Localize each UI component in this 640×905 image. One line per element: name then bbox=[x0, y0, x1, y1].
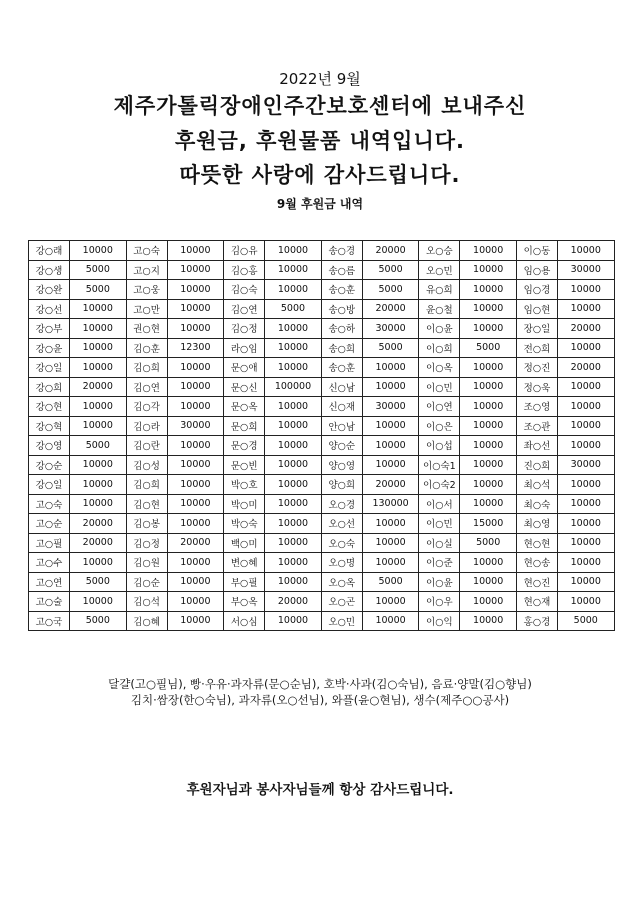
donor-name-cell: 오○민 bbox=[419, 260, 460, 280]
donation-amount-cell: 10000 bbox=[557, 514, 614, 534]
donation-amount-cell: 10000 bbox=[265, 241, 322, 261]
donation-amount-cell: 20000 bbox=[70, 377, 127, 397]
donor-name-cell: 이○윤 bbox=[419, 319, 460, 339]
donor-name-cell: 강○윤 bbox=[29, 338, 70, 358]
donor-name-cell: 고○국 bbox=[29, 611, 70, 631]
donation-amount-cell: 10000 bbox=[460, 377, 517, 397]
donor-name-cell: 강○완 bbox=[29, 280, 70, 300]
donor-name-cell: 장○일 bbox=[516, 319, 557, 339]
donation-amount-cell: 10000 bbox=[557, 475, 614, 495]
donor-name-cell: 양○영 bbox=[321, 455, 362, 475]
donor-name-cell: 오○숙 bbox=[321, 533, 362, 553]
donation-amount-cell: 10000 bbox=[557, 553, 614, 573]
donor-name-cell: 라○임 bbox=[224, 338, 265, 358]
donation-amount-cell: 20000 bbox=[265, 592, 322, 612]
donor-name-cell: 고○지 bbox=[126, 260, 167, 280]
donor-name-cell: 강○혁 bbox=[29, 416, 70, 436]
donation-amount-cell: 10000 bbox=[265, 514, 322, 534]
donor-name-cell: 김○현 bbox=[126, 494, 167, 514]
donor-name-cell: 김○순 bbox=[126, 572, 167, 592]
donation-amount-cell: 10000 bbox=[167, 436, 224, 456]
donor-name-cell: 이○익 bbox=[419, 611, 460, 631]
donor-name-cell: 문○애 bbox=[224, 358, 265, 378]
donation-amount-cell: 20000 bbox=[167, 533, 224, 553]
donation-amount-cell: 10000 bbox=[460, 494, 517, 514]
donor-name-cell: 김○란 bbox=[126, 436, 167, 456]
donation-amount-cell: 10000 bbox=[70, 494, 127, 514]
donation-amount-cell: 20000 bbox=[362, 475, 419, 495]
donor-name-cell: 고○웅 bbox=[126, 280, 167, 300]
donation-amount-cell: 10000 bbox=[167, 611, 224, 631]
donor-name-cell: 임○현 bbox=[516, 299, 557, 319]
donation-amount-cell: 20000 bbox=[557, 319, 614, 339]
donor-name-cell: 신○남 bbox=[321, 377, 362, 397]
donation-amount-cell: 10000 bbox=[460, 455, 517, 475]
donor-name-cell: 임○용 bbox=[516, 260, 557, 280]
donor-name-cell: 김○원 bbox=[126, 553, 167, 573]
table-row bbox=[29, 299, 615, 319]
donation-amount-cell: 10000 bbox=[557, 416, 614, 436]
donation-amount-cell: 10000 bbox=[70, 241, 127, 261]
donor-name-cell: 현○송 bbox=[516, 553, 557, 573]
donated-goods-line-1: 달걀(고○필님), 빵·우유·과자류(문○순님), 호박·사과(김○숙님), 음료·양말(김○향님) bbox=[108, 677, 532, 691]
donation-amount-cell: 10000 bbox=[167, 299, 224, 319]
title-line-2: 후원금, 후원물품 내역입니다. bbox=[174, 129, 465, 153]
donation-table bbox=[28, 240, 615, 631]
donation-amount-cell: 12300 bbox=[167, 338, 224, 358]
donation-amount-cell: 20000 bbox=[70, 533, 127, 553]
donor-name-cell: 오○경 bbox=[321, 494, 362, 514]
donor-name-cell: 백○미 bbox=[224, 533, 265, 553]
donation-amount-cell: 10000 bbox=[265, 494, 322, 514]
donation-amount-cell: 10000 bbox=[167, 319, 224, 339]
donation-amount-cell: 10000 bbox=[362, 436, 419, 456]
donor-name-cell: 이○연 bbox=[419, 397, 460, 417]
donation-amount-cell: 5000 bbox=[265, 299, 322, 319]
donor-name-cell: 김○희 bbox=[126, 475, 167, 495]
donor-name-cell: 김○석 bbox=[126, 592, 167, 612]
donation-amount-cell: 30000 bbox=[557, 455, 614, 475]
donor-name-cell: 문○옥 bbox=[224, 397, 265, 417]
donation-amount-cell: 10000 bbox=[265, 358, 322, 378]
donation-amount-cell: 10000 bbox=[70, 397, 127, 417]
donation-amount-cell: 10000 bbox=[167, 280, 224, 300]
donation-amount-cell: 10000 bbox=[460, 475, 517, 495]
donor-name-cell: 강○현 bbox=[29, 397, 70, 417]
donation-amount-cell: 10000 bbox=[265, 260, 322, 280]
donor-name-cell: 문○희 bbox=[224, 416, 265, 436]
donor-name-cell: 이○실 bbox=[419, 533, 460, 553]
donation-amount-cell: 10000 bbox=[167, 241, 224, 261]
donor-name-cell: 강○생 bbox=[29, 260, 70, 280]
donor-name-cell: 이○동 bbox=[516, 241, 557, 261]
donation-amount-cell: 10000 bbox=[362, 514, 419, 534]
donation-amount-cell: 10000 bbox=[167, 514, 224, 534]
donation-amount-cell: 10000 bbox=[265, 533, 322, 553]
donor-name-cell: 이○서 bbox=[419, 494, 460, 514]
donor-name-cell: 이○윤 bbox=[419, 572, 460, 592]
donation-amount-cell: 10000 bbox=[70, 319, 127, 339]
donation-amount-cell: 10000 bbox=[167, 494, 224, 514]
donation-amount-cell: 10000 bbox=[362, 358, 419, 378]
donor-name-cell: 오○민 bbox=[321, 611, 362, 631]
donation-amount-cell: 10000 bbox=[557, 436, 614, 456]
donation-amount-cell: 10000 bbox=[265, 319, 322, 339]
donation-amount-cell: 10000 bbox=[460, 299, 517, 319]
donor-name-cell: 조○관 bbox=[516, 416, 557, 436]
donation-amount-cell: 20000 bbox=[362, 241, 419, 261]
donor-name-cell: 이○숙1 bbox=[419, 455, 460, 475]
table-row bbox=[29, 514, 615, 534]
donation-amount-cell: 10000 bbox=[362, 377, 419, 397]
donation-amount-cell: 10000 bbox=[557, 338, 614, 358]
donation-amount-cell: 10000 bbox=[265, 572, 322, 592]
donation-amount-cell: 5000 bbox=[362, 572, 419, 592]
donation-amount-cell: 10000 bbox=[167, 592, 224, 612]
donation-amount-cell: 10000 bbox=[167, 553, 224, 573]
donation-amount-cell: 5000 bbox=[460, 338, 517, 358]
donor-name-cell: 박○미 bbox=[224, 494, 265, 514]
donor-name-cell: 송○름 bbox=[321, 260, 362, 280]
donation-amount-cell: 100000 bbox=[265, 377, 322, 397]
donor-name-cell: 강○영 bbox=[29, 436, 70, 456]
donor-name-cell: 부○필 bbox=[224, 572, 265, 592]
donation-amount-cell: 10000 bbox=[557, 572, 614, 592]
donor-name-cell: 김○유 bbox=[224, 241, 265, 261]
donor-name-cell: 안○남 bbox=[321, 416, 362, 436]
donation-amount-cell: 10000 bbox=[362, 533, 419, 553]
donation-amount-cell: 10000 bbox=[460, 358, 517, 378]
donor-name-cell: 이○우 bbox=[419, 592, 460, 612]
donor-name-cell: 현○재 bbox=[516, 592, 557, 612]
donor-name-cell: 문○빈 bbox=[224, 455, 265, 475]
donation-amount-cell: 10000 bbox=[362, 553, 419, 573]
donated-goods bbox=[0, 676, 640, 708]
donor-name-cell: 유○희 bbox=[419, 280, 460, 300]
thanks-message: 후원자님과 봉사자님들께 항상 감사드립니다. bbox=[186, 782, 454, 798]
donor-name-cell: 양○순 bbox=[321, 436, 362, 456]
donation-amount-cell: 10000 bbox=[265, 338, 322, 358]
donation-amount-cell: 10000 bbox=[70, 338, 127, 358]
donor-name-cell: 송○훈 bbox=[321, 280, 362, 300]
donor-name-cell: 전○희 bbox=[516, 338, 557, 358]
donor-name-cell: 송○희 bbox=[321, 338, 362, 358]
donation-amount-cell: 10000 bbox=[167, 475, 224, 495]
donor-name-cell: 김○성 bbox=[126, 455, 167, 475]
donor-name-cell: 고○연 bbox=[29, 572, 70, 592]
table-row bbox=[29, 611, 615, 631]
donation-amount-cell: 10000 bbox=[167, 377, 224, 397]
donor-name-cell: 오○명 bbox=[321, 553, 362, 573]
donor-name-cell: 고○수 bbox=[29, 553, 70, 573]
donor-name-cell: 오○곤 bbox=[321, 592, 362, 612]
donor-name-cell: 송○경 bbox=[321, 241, 362, 261]
donor-name-cell: 권○현 bbox=[126, 319, 167, 339]
donation-amount-cell: 10000 bbox=[167, 572, 224, 592]
donor-name-cell: 이○은 bbox=[419, 416, 460, 436]
donation-amount-cell: 30000 bbox=[362, 397, 419, 417]
donor-name-cell: 부○옥 bbox=[224, 592, 265, 612]
donor-name-cell: 진○희 bbox=[516, 455, 557, 475]
donation-amount-cell: 10000 bbox=[167, 260, 224, 280]
donation-amount-cell: 5000 bbox=[70, 572, 127, 592]
donation-amount-cell: 10000 bbox=[460, 241, 517, 261]
donor-name-cell: 이○준 bbox=[419, 553, 460, 573]
donation-amount-cell: 10000 bbox=[70, 592, 127, 612]
donor-name-cell: 고○순 bbox=[29, 514, 70, 534]
donor-name-cell: 이○희 bbox=[419, 338, 460, 358]
table-row bbox=[29, 280, 615, 300]
table-row bbox=[29, 377, 615, 397]
donation-amount-cell: 10000 bbox=[167, 358, 224, 378]
donation-amount-cell: 10000 bbox=[557, 280, 614, 300]
donor-name-cell: 이○민 bbox=[419, 377, 460, 397]
donor-name-cell: 김○연 bbox=[126, 377, 167, 397]
table-row bbox=[29, 241, 615, 261]
donor-name-cell: 고○필 bbox=[29, 533, 70, 553]
donation-amount-cell: 10000 bbox=[460, 611, 517, 631]
donation-amount-cell: 10000 bbox=[460, 592, 517, 612]
donation-amount-cell: 130000 bbox=[362, 494, 419, 514]
report-date: 2022년 9월 bbox=[279, 70, 361, 88]
donor-name-cell: 김○정 bbox=[126, 533, 167, 553]
donation-amount-cell: 30000 bbox=[167, 416, 224, 436]
donation-amount-cell: 10000 bbox=[557, 494, 614, 514]
donation-amount-cell: 5000 bbox=[70, 611, 127, 631]
donation-amount-cell: 10000 bbox=[70, 416, 127, 436]
table-row bbox=[29, 416, 615, 436]
donor-name-cell: 송○방 bbox=[321, 299, 362, 319]
donation-amount-cell: 10000 bbox=[460, 572, 517, 592]
table-row bbox=[29, 572, 615, 592]
donation-amount-cell: 5000 bbox=[362, 338, 419, 358]
donation-amount-cell: 10000 bbox=[362, 416, 419, 436]
donation-amount-cell: 10000 bbox=[460, 260, 517, 280]
donor-name-cell: 박○호 bbox=[224, 475, 265, 495]
donation-amount-cell: 10000 bbox=[460, 436, 517, 456]
donation-amount-cell: 30000 bbox=[362, 319, 419, 339]
donor-name-cell: 최○석 bbox=[516, 475, 557, 495]
donor-name-cell: 서○심 bbox=[224, 611, 265, 631]
table-row bbox=[29, 260, 615, 280]
donation-amount-cell: 10000 bbox=[460, 280, 517, 300]
donation-amount-cell: 10000 bbox=[70, 475, 127, 495]
donation-amount-cell: 10000 bbox=[167, 397, 224, 417]
donation-amount-cell: 10000 bbox=[265, 436, 322, 456]
donor-name-cell: 홍○경 bbox=[516, 611, 557, 631]
donation-amount-cell: 10000 bbox=[557, 299, 614, 319]
donation-amount-cell: 20000 bbox=[362, 299, 419, 319]
donor-name-cell: 김○희 bbox=[126, 358, 167, 378]
donor-name-cell: 최○숙 bbox=[516, 494, 557, 514]
donor-name-cell: 임○경 bbox=[516, 280, 557, 300]
donor-name-cell: 김○홍 bbox=[224, 260, 265, 280]
donor-name-cell: 정○진 bbox=[516, 358, 557, 378]
donation-amount-cell: 10000 bbox=[265, 455, 322, 475]
donor-name-cell: 이○숙2 bbox=[419, 475, 460, 495]
donation-amount-cell: 10000 bbox=[70, 299, 127, 319]
donor-name-cell: 김○라 bbox=[126, 416, 167, 436]
table-row bbox=[29, 397, 615, 417]
donor-name-cell: 정○욱 bbox=[516, 377, 557, 397]
donor-name-cell: 강○희 bbox=[29, 377, 70, 397]
donor-name-cell: 조○영 bbox=[516, 397, 557, 417]
donor-name-cell: 김○각 bbox=[126, 397, 167, 417]
donor-name-cell: 변○혜 bbox=[224, 553, 265, 573]
donation-amount-cell: 20000 bbox=[70, 514, 127, 534]
donation-amount-cell: 10000 bbox=[557, 592, 614, 612]
title-line-3: 따뜻한 사랑에 감사드립니다. bbox=[179, 163, 461, 187]
donation-amount-cell: 5000 bbox=[70, 280, 127, 300]
table-row bbox=[29, 533, 615, 553]
table-row bbox=[29, 455, 615, 475]
donation-amount-cell: 5000 bbox=[460, 533, 517, 553]
donor-name-cell: 고○만 bbox=[126, 299, 167, 319]
donor-name-cell: 윤○철 bbox=[419, 299, 460, 319]
donor-name-cell: 신○재 bbox=[321, 397, 362, 417]
table-row bbox=[29, 338, 615, 358]
donation-amount-cell: 5000 bbox=[557, 611, 614, 631]
donation-amount-cell: 10000 bbox=[460, 416, 517, 436]
donor-name-cell: 이○민 bbox=[419, 514, 460, 534]
donor-name-cell: 강○래 bbox=[29, 241, 70, 261]
donation-amount-cell: 10000 bbox=[265, 280, 322, 300]
donation-amount-cell: 10000 bbox=[265, 553, 322, 573]
table-row bbox=[29, 358, 615, 378]
donation-amount-cell: 20000 bbox=[557, 358, 614, 378]
title-line-1: 제주가톨릭장애인주간보호센터에 보내주신 bbox=[113, 94, 527, 118]
donation-amount-cell: 10000 bbox=[460, 553, 517, 573]
donor-name-cell: 김○숙 bbox=[224, 280, 265, 300]
donation-amount-cell: 10000 bbox=[362, 611, 419, 631]
table-row bbox=[29, 436, 615, 456]
donation-amount-cell: 10000 bbox=[167, 455, 224, 475]
donation-amount-cell: 10000 bbox=[460, 319, 517, 339]
donor-name-cell: 강○순 bbox=[29, 455, 70, 475]
donor-name-cell: 문○신 bbox=[224, 377, 265, 397]
donation-amount-cell: 5000 bbox=[70, 260, 127, 280]
donation-amount-cell: 10000 bbox=[265, 611, 322, 631]
donation-amount-cell: 10000 bbox=[460, 397, 517, 417]
donor-name-cell: 최○영 bbox=[516, 514, 557, 534]
donation-amount-cell: 10000 bbox=[265, 475, 322, 495]
table-row bbox=[29, 553, 615, 573]
donation-amount-cell: 10000 bbox=[557, 377, 614, 397]
donation-amount-cell: 10000 bbox=[362, 592, 419, 612]
donor-name-cell: 이○섭 bbox=[419, 436, 460, 456]
donation-amount-cell: 10000 bbox=[362, 455, 419, 475]
donor-name-cell: 고○술 bbox=[29, 592, 70, 612]
donation-amount-cell: 10000 bbox=[557, 241, 614, 261]
donor-name-cell: 이○옥 bbox=[419, 358, 460, 378]
donor-name-cell: 좌○선 bbox=[516, 436, 557, 456]
donor-name-cell: 김○훈 bbox=[126, 338, 167, 358]
donor-name-cell: 강○일 bbox=[29, 358, 70, 378]
donor-name-cell: 강○선 bbox=[29, 299, 70, 319]
donor-name-cell: 고○숙 bbox=[126, 241, 167, 261]
donor-name-cell: 오○승 bbox=[419, 241, 460, 261]
donor-name-cell: 양○희 bbox=[321, 475, 362, 495]
donor-name-cell: 고○숙 bbox=[29, 494, 70, 514]
donor-name-cell: 현○진 bbox=[516, 572, 557, 592]
donation-amount-cell: 5000 bbox=[362, 280, 419, 300]
donation-amount-cell: 10000 bbox=[557, 533, 614, 553]
donor-name-cell: 오○옥 bbox=[321, 572, 362, 592]
donation-amount-cell: 5000 bbox=[70, 436, 127, 456]
donor-name-cell: 김○봉 bbox=[126, 514, 167, 534]
donation-amount-cell: 10000 bbox=[265, 416, 322, 436]
table-row bbox=[29, 592, 615, 612]
donation-amount-cell: 15000 bbox=[460, 514, 517, 534]
donor-name-cell: 김○혜 bbox=[126, 611, 167, 631]
donor-name-cell: 김○정 bbox=[224, 319, 265, 339]
donor-name-cell: 박○숙 bbox=[224, 514, 265, 534]
donor-name-cell: 오○선 bbox=[321, 514, 362, 534]
donation-amount-cell: 10000 bbox=[70, 553, 127, 573]
donor-name-cell: 송○하 bbox=[321, 319, 362, 339]
donation-amount-cell: 10000 bbox=[70, 455, 127, 475]
donation-amount-cell: 10000 bbox=[557, 397, 614, 417]
table-row bbox=[29, 475, 615, 495]
donation-amount-cell: 10000 bbox=[265, 397, 322, 417]
donor-name-cell: 강○일 bbox=[29, 475, 70, 495]
donor-name-cell: 강○부 bbox=[29, 319, 70, 339]
donation-amount-cell: 10000 bbox=[70, 358, 127, 378]
table-row bbox=[29, 494, 615, 514]
donor-name-cell: 현○현 bbox=[516, 533, 557, 553]
donor-name-cell: 송○훈 bbox=[321, 358, 362, 378]
donation-amount-cell: 5000 bbox=[362, 260, 419, 280]
donor-name-cell: 문○경 bbox=[224, 436, 265, 456]
donation-amount-cell: 30000 bbox=[557, 260, 614, 280]
donor-name-cell: 김○연 bbox=[224, 299, 265, 319]
table-row bbox=[29, 319, 615, 339]
table-subtitle: 9월 후원금 내역 bbox=[276, 197, 364, 211]
donated-goods-line-2: 김치·쌈장(한○숙님), 과자류(오○선님), 와플(윤○현님), 생수(제주○○공사) bbox=[130, 693, 510, 707]
